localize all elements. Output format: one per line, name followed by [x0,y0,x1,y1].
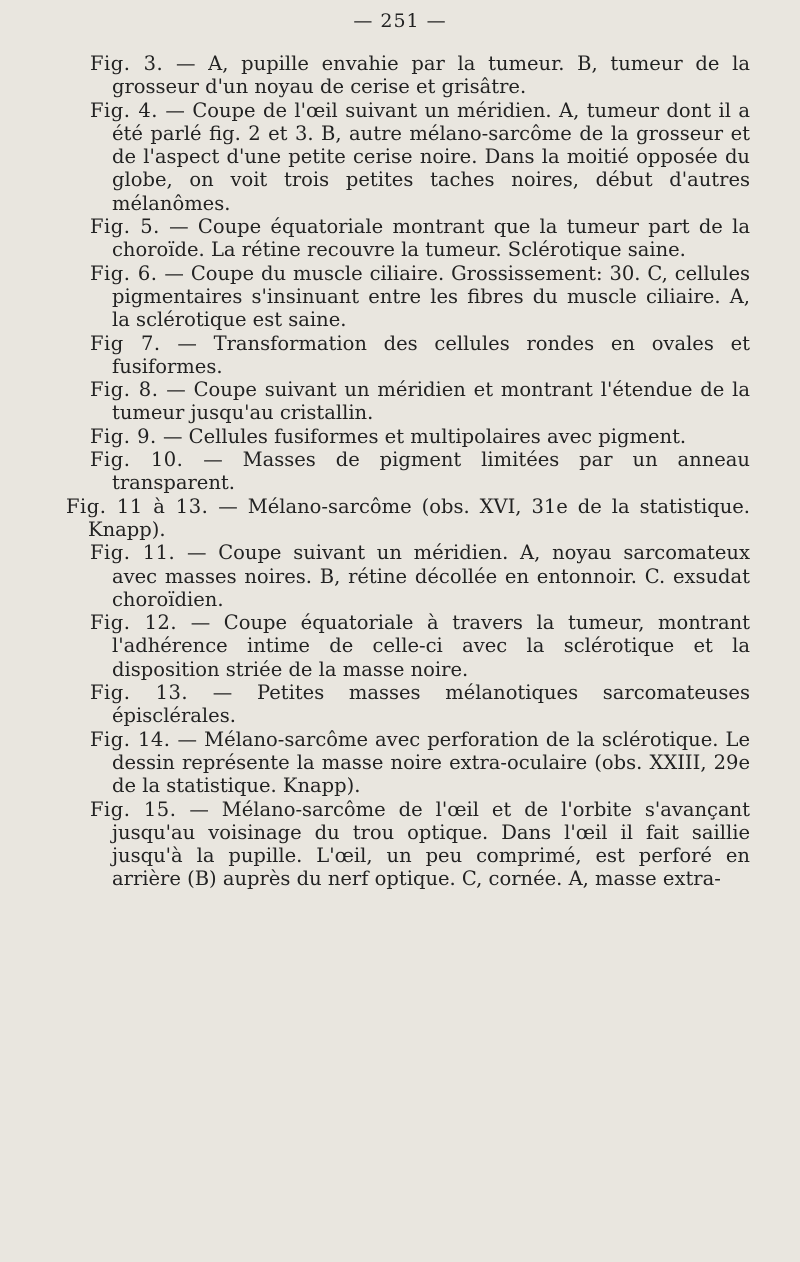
fig-label: Fig. 6. [90,261,158,285]
fig-label: Fig. 11 à 13. [66,494,209,518]
fig-label: Fig. 9. [90,424,157,448]
fig-label: Fig. 15. [90,797,177,821]
legend-fig-10 [90,448,750,495]
fig-label: Fig. 3. [90,52,164,75]
fig-label: Fig. 12. [90,611,178,635]
legend-group-fig-11-13 [66,495,750,542]
fig-label: Fig. 8. [90,378,159,402]
legend-fig-8 [90,378,750,425]
fig-label: Fig. 14. [90,727,171,751]
legend-fig-5 [90,215,750,262]
legend-fig-6 [90,262,750,332]
legend-text: — Petites masses mélanotiques sarcomateuses épisclérales. [112,681,750,728]
legend-text: — Coupe de l'œil suivant un méridien. A, tumeur dont il a été parlé fig. 2 et 3. B, autre mélano-sarcôme de la grosseur et de l'aspect d'une petite cerise noire. Dans la moitié opposée du globe, on voit trois petites taches noires, début d'autres mélanômes. [112,98,750,215]
legend-fig-13 [90,681,750,728]
legend-fig-11 [90,541,750,611]
legend-text: — Coupe suivant un méridien. A, noyau sarcomateux avec masses noires. B, rétine décollée en entonnoir. C. exsudat choroïdien. [112,541,750,611]
legend-text: — Coupe équatoriale à travers la tumeur, montrant l'adhérence intime de celle-ci avec la sclérotique et la disposition striée de la masse noire. [112,611,750,681]
fig-label: Fig. 11. [90,541,176,565]
legend-text: — Cellules fusiformes et multipolaires avec pigment. [156,424,687,448]
legend-fig-7 [90,332,750,379]
fig-label: Fig 7. [90,331,161,355]
legend-fig-3 [90,52,750,99]
fig-label: Fig. 10. [90,448,184,472]
legend-text: — Masses de pigment limitées par un anneau transparent. [112,448,750,495]
legend-text: — Mélano-sarcôme avec perforation de la sclérotique. Le dessin représente la masse noire extra-oculaire (obs. XXIII, 29e de la statistique. Knapp). [112,727,750,798]
legend-fig-9 [90,425,750,448]
legend-fig-14 [90,728,750,798]
legend-text: — Mélano-sarcôme (obs. XVI, 31e de la statistique. Knapp). [88,494,750,541]
legend-text: — Transformation des cellules rondes en ovales et fusiformes. [112,331,750,378]
legend-text: — A, pupille envahie par la tumeur. B, tumeur de la grosseur d'un noyau de cerise et grisâtre. [112,52,750,99]
page-number: — 251 — [353,10,447,32]
fig-label: Fig. 5. [90,215,160,239]
legend-text: — Coupe du muscle ciliaire. Grossissement: 30. C, cellules pigmentaires s'insinuant entre les fibres du muscle ciliaire. A, la sclérotique est saine. [112,261,750,332]
legend-text: — Coupe équatoriale montrant que la tumeur part de la choroïde. La rétine recouvre la tumeur. Sclérotique saine. [112,215,750,262]
fig-label: Fig. 13. [90,681,189,705]
legend-text: — Coupe suivant un méridien et montrant l'étendue de la tumeur jusqu'au cristallin. [112,378,750,425]
fig-label: Fig. 4. [90,98,158,122]
legend-fig-12 [90,611,750,681]
legend-fig-15 [90,798,750,891]
legend-fig-4 [90,99,750,215]
figure-legends [66,52,750,891]
legend-text: — Mélano-sarcôme de l'œil et de l'orbite s'avançant jusqu'au voisinage du trou optique. Dans l'œil il fait saillie jusqu'à la pupille. L'œil, un peu comprimé, est perforé en arrière (B) auprès du nerf optique. C, cornée. A, masse extra- [112,797,750,891]
